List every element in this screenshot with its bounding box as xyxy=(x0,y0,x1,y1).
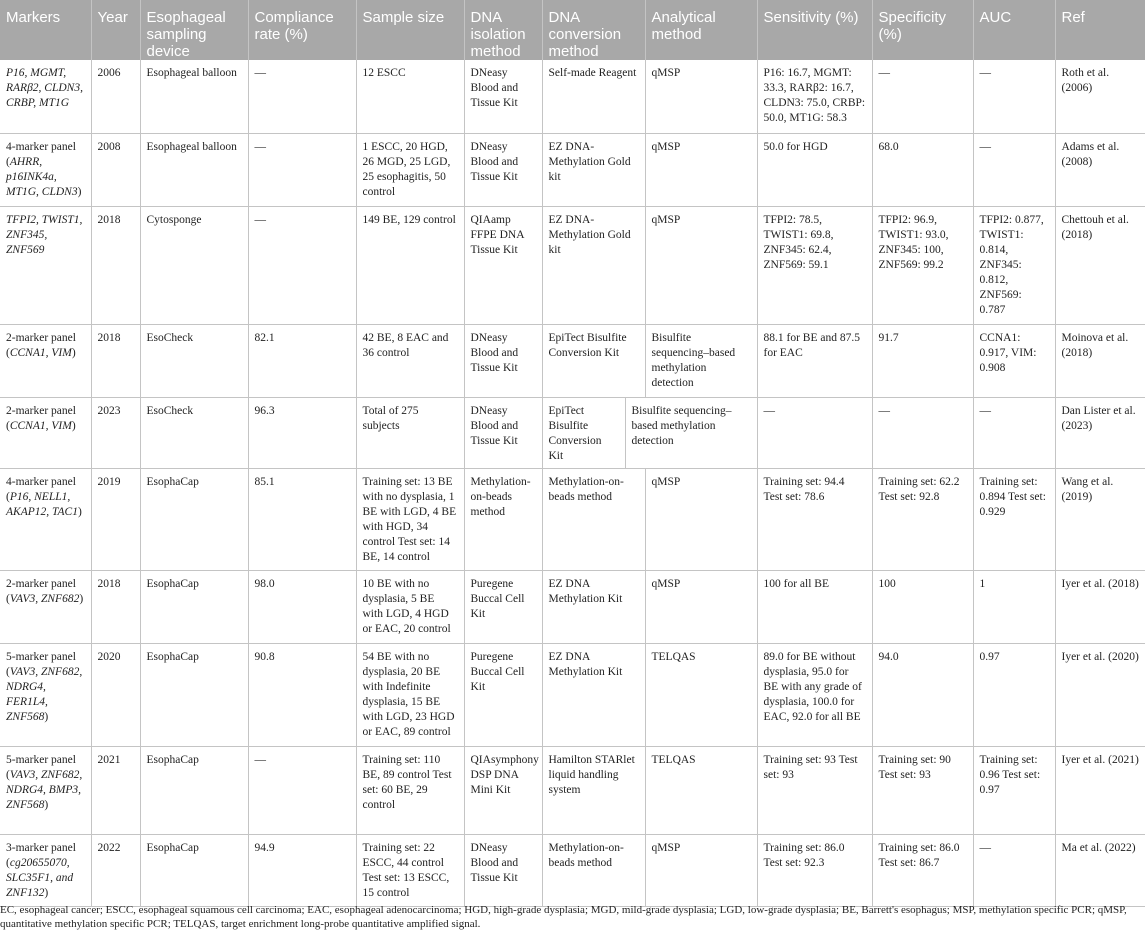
cell-conversion-analytical xyxy=(542,397,757,468)
cell-markers xyxy=(0,397,91,468)
cell-sensitivity: Training set: 93 Test set: 93 xyxy=(757,746,872,834)
cell-device: Esophageal balloon xyxy=(140,60,248,133)
cell-sample-size: Training set: 13 BE with no dysplasia, 1 BE with LGD, 4 BE with HGD, 34 control Test set: 14 BE, 14 control xyxy=(356,468,464,570)
cell-sensitivity: Training set: 94.4 Test set: 78.6 xyxy=(757,468,872,570)
header-compliance: Compliance rate (%) xyxy=(248,0,356,60)
cell-ref: Ma et al. (2022) xyxy=(1055,834,1145,906)
marker-genes: TFPI2, TWIST1, ZNF345, ZNF569 xyxy=(6,213,83,256)
cell-sample-size: 42 BE, 8 EAC and 36 control xyxy=(356,324,464,397)
header-device: Esophageal sampling device xyxy=(140,0,248,60)
markers-suffix: ) xyxy=(44,886,49,899)
cell-compliance: 96.3 xyxy=(248,397,356,468)
cell-year: 2006 xyxy=(91,60,140,133)
cell-sensitivity: TFPI2: 78.5, TWIST1: 69.8, ZNF345: 62.4, ZNF569: 59.1 xyxy=(757,206,872,324)
cell-auc: Training set: 0.894 Test set: 0.929 xyxy=(973,468,1055,570)
cell-device: EsophaCap xyxy=(140,746,248,834)
header-row xyxy=(0,0,1145,60)
header-dna-isolation: DNA isolation method xyxy=(464,0,542,60)
marker-genes: P16, MGMT, RARβ2, CLDN3, CRBP, MT1G xyxy=(6,67,83,109)
cell-dna-isolation: Puregene Buccal Cell Kit xyxy=(464,570,542,643)
cell-analytical: qMSP xyxy=(645,834,757,906)
markers-suffix: ) xyxy=(44,798,49,811)
header-markers: Markers xyxy=(0,0,91,60)
cell-dna-isolation: DNeasy Blood and Tissue Kit xyxy=(464,397,542,468)
cell-compliance: 98.0 xyxy=(248,570,356,643)
markers-prefix: 2-marker panel ( xyxy=(6,577,76,605)
cell-sensitivity: 88.1 for BE and 87.5 for EAC xyxy=(757,324,872,397)
cell-device: EsophaCap xyxy=(140,570,248,643)
cell-markers xyxy=(0,570,91,643)
cell-markers xyxy=(0,834,91,906)
markers-prefix: 5-marker panel ( xyxy=(6,753,76,781)
cell-specificity: TFPI2: 96.9, TWIST1: 93.0, ZNF345: 100, ZNF569: 99.2 xyxy=(872,206,973,324)
cell-analytical: qMSP xyxy=(645,133,757,206)
cell-device: EsoCheck xyxy=(140,397,248,468)
cell-compliance: 85.1 xyxy=(248,468,356,570)
cell-auc: Training set: 0.96 Test set: 0.97 xyxy=(973,746,1055,834)
table-row xyxy=(0,206,1145,324)
marker-genes: P16, NELL1, AKAP12, TAC1 xyxy=(6,490,78,518)
header-dna-conversion: DNA conversion method xyxy=(542,0,645,60)
header-ref: Ref xyxy=(1055,0,1145,60)
cell-sensitivity: Training set: 86.0 Test set: 92.3 xyxy=(757,834,872,906)
cell-specificity: Training set: 86.0 Test set: 86.7 xyxy=(872,834,973,906)
marker-genes: VAV3, ZNF682, NDRG4, FER1L4, ZNF568 xyxy=(6,665,83,723)
cell-specificity: — xyxy=(872,60,973,133)
cell-ref: Iyer et al. (2018) xyxy=(1055,570,1145,643)
cell-dna-isolation: DNeasy Blood and Tissue Kit xyxy=(464,324,542,397)
cell-auc: — xyxy=(973,834,1055,906)
cell-markers xyxy=(0,206,91,324)
cell-ref: Chettouh et al. (2018) xyxy=(1055,206,1145,324)
cell-year: 2019 xyxy=(91,468,140,570)
cell-auc: 0.97 xyxy=(973,643,1055,746)
marker-genes: CCNA1, VIM xyxy=(9,419,72,432)
table-row xyxy=(0,468,1145,570)
cell-sensitivity: 89.0 for BE without dysplasia, 95.0 for BE with any grade of dysplasia, 100.0 for EAC, 92.0 for all BE xyxy=(757,643,872,746)
header-auc: AUC xyxy=(973,0,1055,60)
cell-ref: Wang et al. (2019) xyxy=(1055,468,1145,570)
cell-dna-isolation: QIAsymphony DSP DNA Mini Kit xyxy=(464,746,542,834)
table-row xyxy=(0,397,1145,468)
cell-year: 2022 xyxy=(91,834,140,906)
cell-dna-conversion: EZ DNA Methylation Kit xyxy=(542,643,645,746)
cell-markers xyxy=(0,468,91,570)
cell-dna-isolation: QIAamp FFPE DNA Tissue Kit xyxy=(464,206,542,324)
header-year: Year xyxy=(91,0,140,60)
cell-sample-size: Training set: 110 BE, 89 control Test set: 60 BE, 29 control xyxy=(356,746,464,834)
cell-compliance: 82.1 xyxy=(248,324,356,397)
cell-sample-size: Training set: 22 ESCC, 44 control Test set: 13 ESCC, 15 control xyxy=(356,834,464,906)
markers-prefix: 4-marker panel ( xyxy=(6,475,76,503)
cell-year: 2008 xyxy=(91,133,140,206)
cell-specificity: 91.7 xyxy=(872,324,973,397)
cell-sample-size: 10 BE with no dysplasia, 5 BE with LGD, 4 HGD or EAC, 20 control xyxy=(356,570,464,643)
header-analytical: Analytical method xyxy=(645,0,757,60)
markers-suffix: ) xyxy=(71,346,76,359)
cell-dna-conversion: EZ DNA-Methylation Gold kit xyxy=(542,133,645,206)
cell-device: Cytosponge xyxy=(140,206,248,324)
cell-year: 2023 xyxy=(91,397,140,468)
cell-analytical: qMSP xyxy=(645,570,757,643)
cell-compliance: — xyxy=(248,746,356,834)
cell-sample-size: 12 ESCC xyxy=(356,60,464,133)
table-footnote: EC, esophageal cancer; ESCC, esophageal squamous cell carcinoma; EAC, esophageal adenocarcinoma; HGD, high-grade dysplasia; MGD, mild-grade dysplasia; LGD, low-grade dysplasia; BE, Barrett's esophagus; MSP, methylation specific PCR; qMSP, quantitative methylation specific PCR; TELQAS, target enrichment long-probe quantitative amplified signal. xyxy=(0,904,1127,930)
cell-dna-isolation: Puregene Buccal Cell Kit xyxy=(464,643,542,746)
marker-genes: AHRR, p16INK4a, MT1G, CLDN3 xyxy=(6,155,78,198)
cell-markers xyxy=(0,643,91,746)
cell-compliance: — xyxy=(248,206,356,324)
cell-device: EsophaCap xyxy=(140,834,248,906)
cell-auc: CCNA1: 0.917, VIM: 0.908 xyxy=(973,324,1055,397)
cell-analytical: qMSP xyxy=(645,468,757,570)
cell-dna-conversion: Methylation-on-beads method xyxy=(542,468,645,570)
cell-device: EsophaCap xyxy=(140,643,248,746)
cell-dna-conversion: Methylation-on-beads method xyxy=(542,834,645,906)
cell-dna-isolation: Methylation-on-beads method xyxy=(464,468,542,570)
cell-analytical: Bisulfite sequencing–based methylation detection xyxy=(645,324,757,397)
cell-dna-conversion: EZ DNA-Methylation Gold kit xyxy=(542,206,645,324)
cell-ref: Roth et al. (2006) xyxy=(1055,60,1145,133)
cell-ref: Moinova et al. (2018) xyxy=(1055,324,1145,397)
cell-specificity: Training set: 90 Test set: 93 xyxy=(872,746,973,834)
markers-suffix: ) xyxy=(44,710,49,723)
markers-suffix: ) xyxy=(77,185,82,198)
header-sample-size: Sample size xyxy=(356,0,464,60)
cell-markers xyxy=(0,324,91,397)
cell-auc: — xyxy=(973,60,1055,133)
markers-suffix: ) xyxy=(79,592,84,605)
cell-auc: TFPI2: 0.877, TWIST1: 0.814, ZNF345: 0.812, ZNF569: 0.787 xyxy=(973,206,1055,324)
cell-specificity: — xyxy=(872,397,973,468)
cell-dna-conversion: EZ DNA Methylation Kit xyxy=(542,570,645,643)
cell-analytical: Bisulfite sequencing–based methylation detection xyxy=(631,404,732,447)
cell-analytical: qMSP xyxy=(645,60,757,133)
cell-specificity: 94.0 xyxy=(872,643,973,746)
cell-analytical: TELQAS xyxy=(645,746,757,834)
cell-device: Esophageal balloon xyxy=(140,133,248,206)
marker-genes: CCNA1, VIM xyxy=(9,346,72,359)
header-specificity: Specificity (%) xyxy=(872,0,973,60)
cell-compliance: 94.9 xyxy=(248,834,356,906)
marker-genes: VAV3, ZNF682, NDRG4, BMP3, ZNF568 xyxy=(6,768,83,811)
cell-sensitivity: 50.0 for HGD xyxy=(757,133,872,206)
cell-year: 2021 xyxy=(91,746,140,834)
cell-compliance: 90.8 xyxy=(248,643,356,746)
cell-specificity: Training set: 62.2 Test set: 92.8 xyxy=(872,468,973,570)
cell-dna-conversion: EpiTect Bisulfite Conversion Kit xyxy=(543,398,626,468)
cell-sample-size: 149 BE, 129 control xyxy=(356,206,464,324)
table-row xyxy=(0,133,1145,206)
table-row xyxy=(0,643,1145,746)
marker-genes: VAV3, ZNF682 xyxy=(9,592,80,605)
table-row xyxy=(0,834,1145,906)
cell-sample-size: 1 ESCC, 20 HGD, 26 MGD, 25 LGD, 25 esophagitis, 50 control xyxy=(356,133,464,206)
markers-prefix: 3-marker panel ( xyxy=(6,841,76,869)
cell-sensitivity: — xyxy=(757,397,872,468)
cell-sensitivity: P16: 16.7, MGMT: 33.3, RARβ2: 16.7, CLDN3: 75.0, CRBP: 50.0, MT1G: 58.3 xyxy=(757,60,872,133)
table-row xyxy=(0,570,1145,643)
cell-compliance: — xyxy=(248,133,356,206)
cell-year: 2018 xyxy=(91,570,140,643)
cell-ref: Iyer et al. (2020) xyxy=(1055,643,1145,746)
cell-markers xyxy=(0,60,91,133)
table-row xyxy=(0,746,1145,834)
markers-prefix: 2-marker panel ( xyxy=(6,404,76,432)
markers-suffix: ) xyxy=(77,505,82,518)
cell-year: 2020 xyxy=(91,643,140,746)
cell-dna-conversion: Self-made Reagent xyxy=(542,60,645,133)
cell-sample-size: 54 BE with no dysplasia, 20 BE with Indefinite dysplasia, 15 BE with LGD, 23 HGD or EAC, 89 control xyxy=(356,643,464,746)
table-row xyxy=(0,60,1145,133)
cell-auc: 1 xyxy=(973,570,1055,643)
cell-dna-conversion: EpiTect Bisulfite Conversion Kit xyxy=(542,324,645,397)
cell-specificity: 100 xyxy=(872,570,973,643)
cell-compliance: — xyxy=(248,60,356,133)
cell-analytical: TELQAS xyxy=(645,643,757,746)
cell-dna-isolation: DNeasy Blood and Tissue Kit xyxy=(464,133,542,206)
markers-prefix: 5-marker panel ( xyxy=(6,650,76,678)
cell-ref: Adams et al. (2008) xyxy=(1055,133,1145,206)
markers-prefix: 2-marker panel ( xyxy=(6,331,76,359)
marker-genes: cg20655070, SLC35F1, and ZNF132 xyxy=(6,856,74,899)
cell-dna-isolation: DNeasy Blood and Tissue Kit xyxy=(464,60,542,133)
cell-device: EsoCheck xyxy=(140,324,248,397)
cell-analytical: qMSP xyxy=(645,206,757,324)
cell-markers xyxy=(0,133,91,206)
markers-prefix: 4-marker panel ( xyxy=(6,140,76,168)
cell-auc: — xyxy=(973,133,1055,206)
cell-year: 2018 xyxy=(91,206,140,324)
cell-sample-size: Total of 275 subjects xyxy=(356,397,464,468)
cell-auc: — xyxy=(973,397,1055,468)
cell-year: 2018 xyxy=(91,324,140,397)
cell-markers xyxy=(0,746,91,834)
table-row xyxy=(0,324,1145,397)
header-sensitivity: Sensitivity (%) xyxy=(757,0,872,60)
cell-ref: Iyer et al. (2021) xyxy=(1055,746,1145,834)
cell-sensitivity: 100 for all BE xyxy=(757,570,872,643)
cell-device: EsophaCap xyxy=(140,468,248,570)
markers-suffix: ) xyxy=(71,419,76,432)
cell-ref: Dan Lister et al. (2023) xyxy=(1055,397,1145,468)
cell-dna-isolation: DNeasy Blood and Tissue Kit xyxy=(464,834,542,906)
cell-specificity: 68.0 xyxy=(872,133,973,206)
cell-dna-conversion: Hamilton STARlet liquid handling system xyxy=(542,746,645,834)
